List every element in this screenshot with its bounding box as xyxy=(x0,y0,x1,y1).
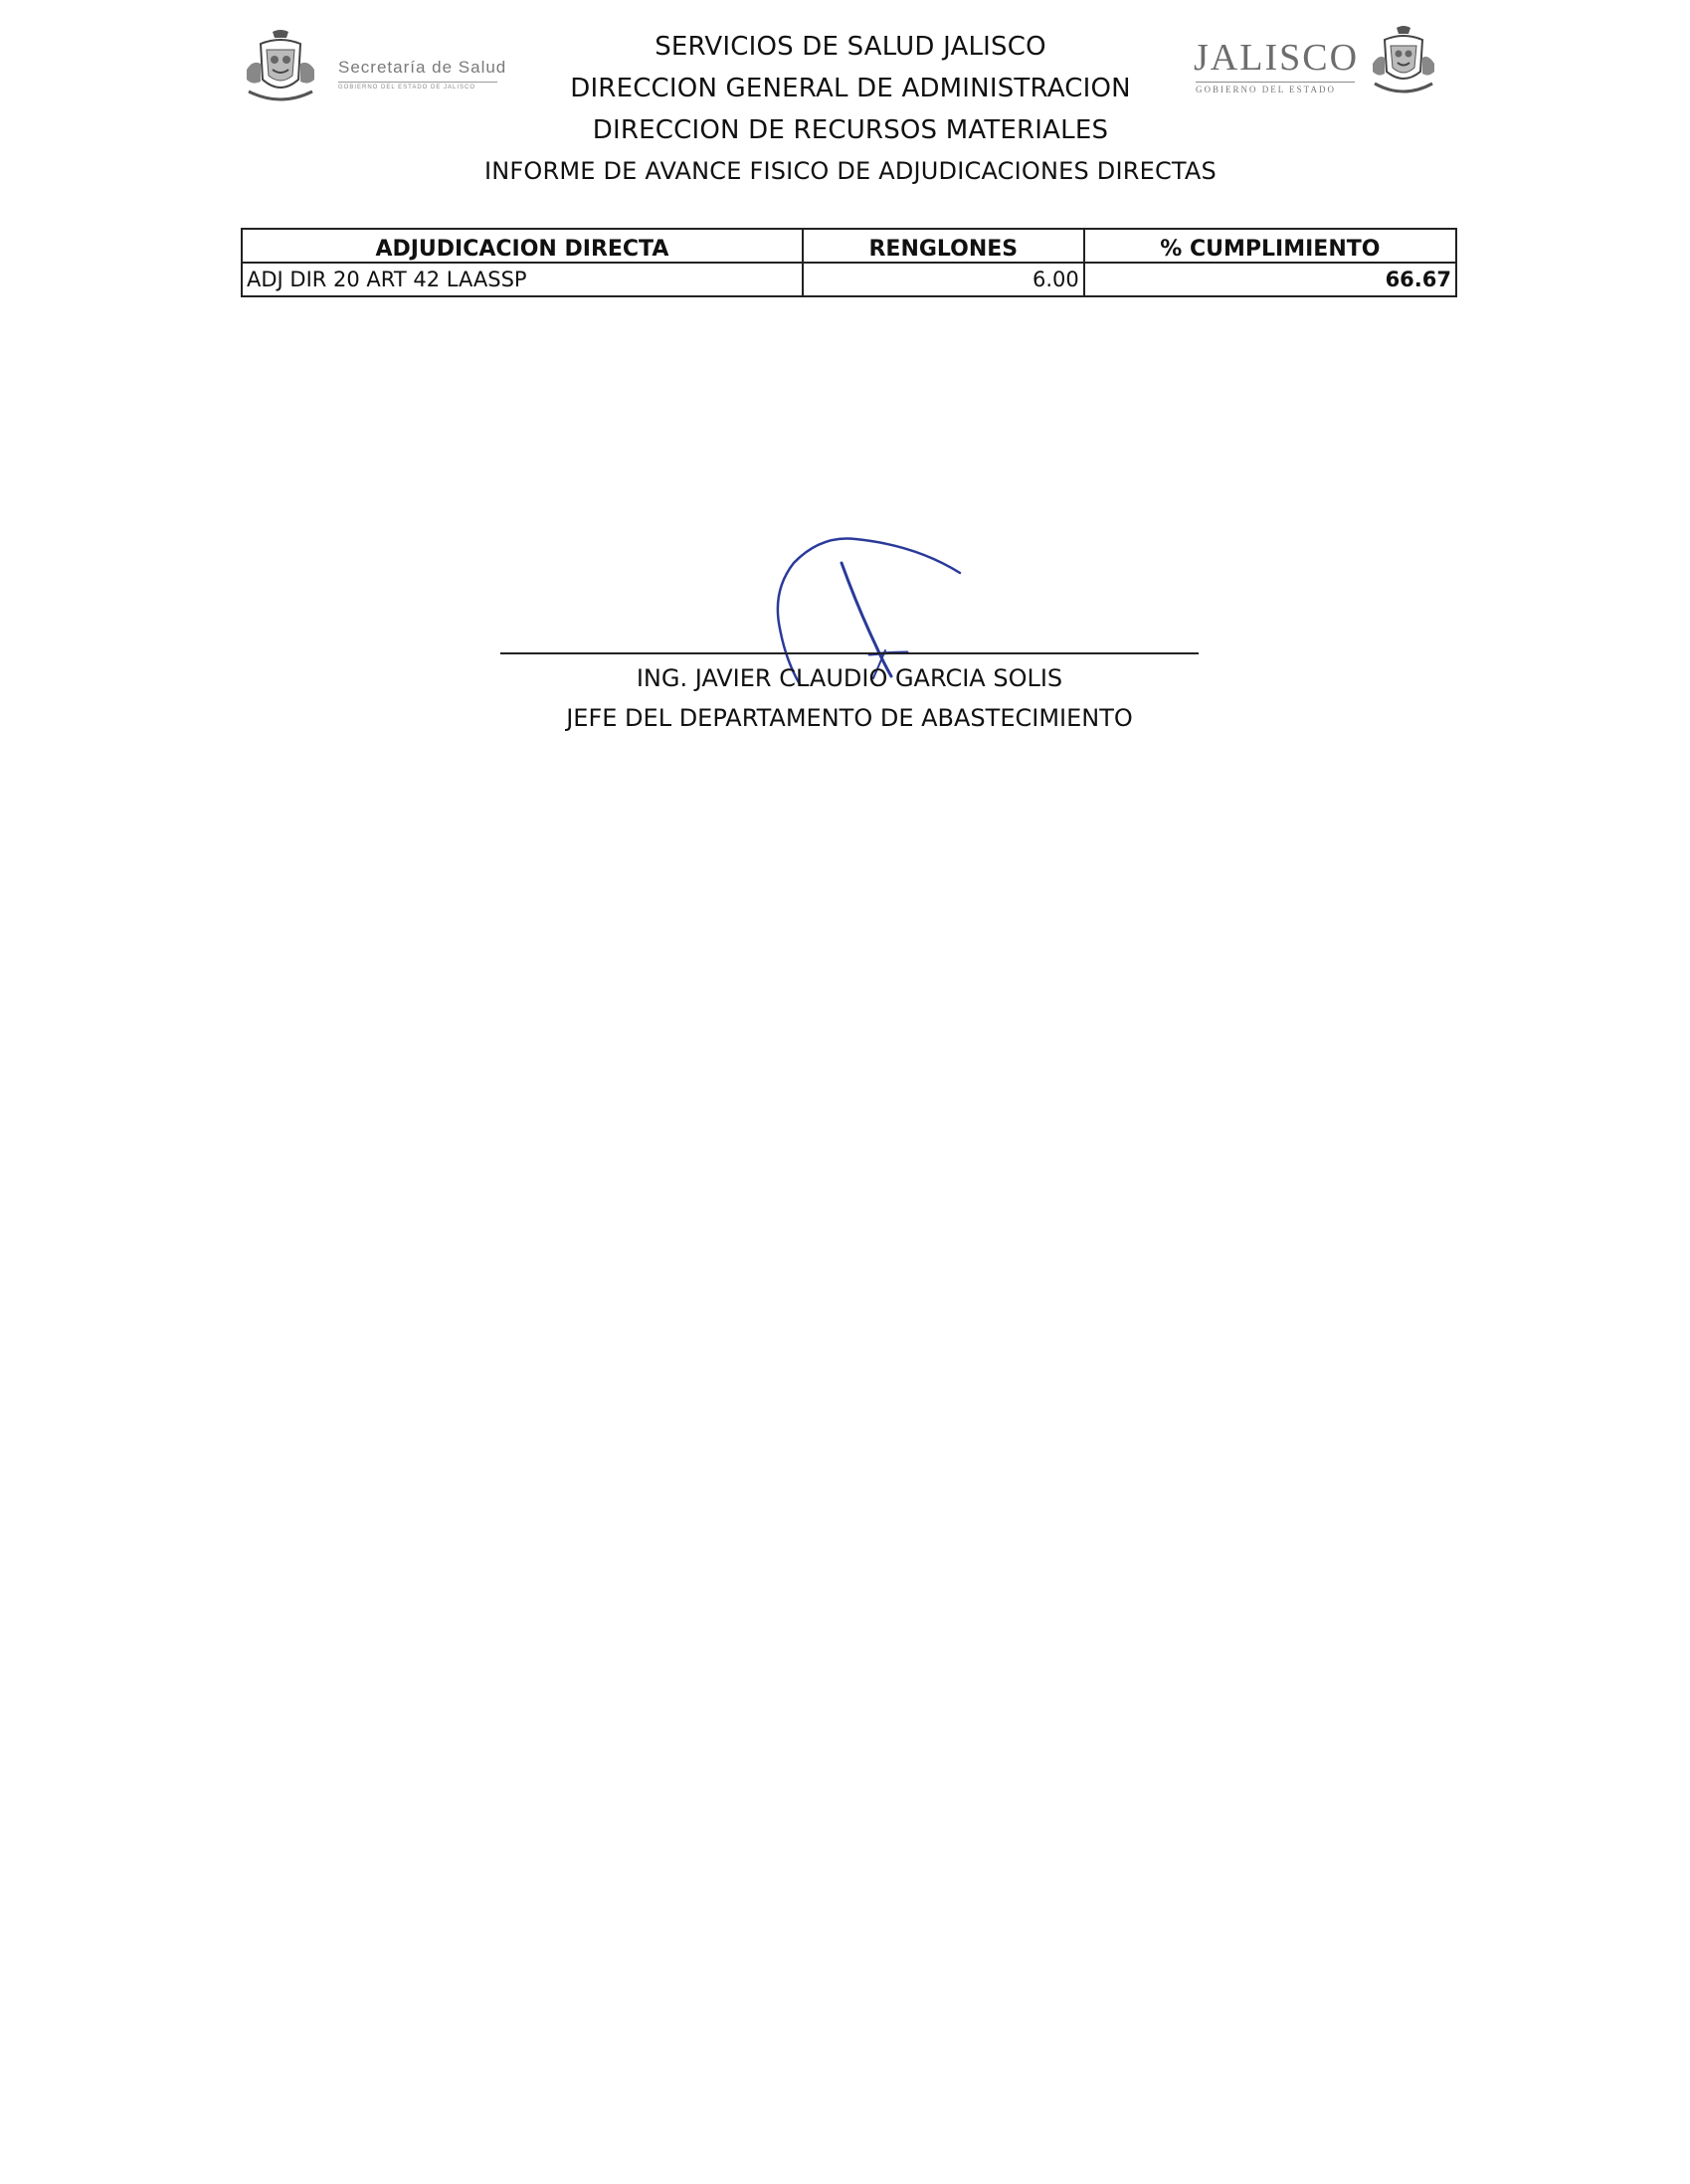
adjudicaciones-table xyxy=(241,228,1457,297)
title-informe: INFORME DE AVANCE FISICO DE ADJUDICACIONES DIRECTAS xyxy=(484,157,1217,185)
header-adjudicacion-directa: ADJUDICACION DIRECTA xyxy=(242,229,803,263)
table-header-row xyxy=(242,229,1456,263)
jalisco-crest-icon xyxy=(1371,26,1436,97)
secretaria-de-salud-subtitle: GOBIERNO DEL ESTADO DE JALISCO xyxy=(338,85,476,91)
header-renglones: RENGLONES xyxy=(803,229,1084,263)
signatory-role: JEFE DEL DEPARTAMENTO DE ABASTECIMIENTO xyxy=(566,704,1133,732)
jalisco-subtitle: GOBIERNO DEL ESTADO xyxy=(1196,85,1336,94)
header-cumplimiento: % CUMPLIMIENTO xyxy=(1084,229,1456,263)
cell-cumplimiento: 66.67 xyxy=(1084,263,1456,296)
cell-adjudicacion: ADJ DIR 20 ART 42 LAASSP xyxy=(242,263,803,296)
title-direccion-recursos: DIRECCION DE RECURSOS MATERIALES xyxy=(592,115,1109,145)
state-crest-icon xyxy=(243,30,318,104)
table-row xyxy=(242,263,1456,296)
jalisco-logo xyxy=(1184,26,1442,105)
report-title-block xyxy=(438,26,1263,191)
title-direccion-general: DIRECCION GENERAL DE ADMINISTRACION xyxy=(570,74,1131,103)
title-servicios-salud: SERVICIOS DE SALUD JALISCO xyxy=(655,32,1046,62)
logo-divider xyxy=(1196,82,1355,83)
secretaria-de-salud-text: Secretaría de Salud xyxy=(338,58,507,77)
signature-line xyxy=(500,652,1199,654)
cell-renglones: 6.00 xyxy=(803,263,1084,296)
jalisco-wordmark: JALISCO xyxy=(1194,37,1360,79)
signatory-name: ING. JAVIER CLAUDIO GARCIA SOLIS xyxy=(636,664,1063,692)
